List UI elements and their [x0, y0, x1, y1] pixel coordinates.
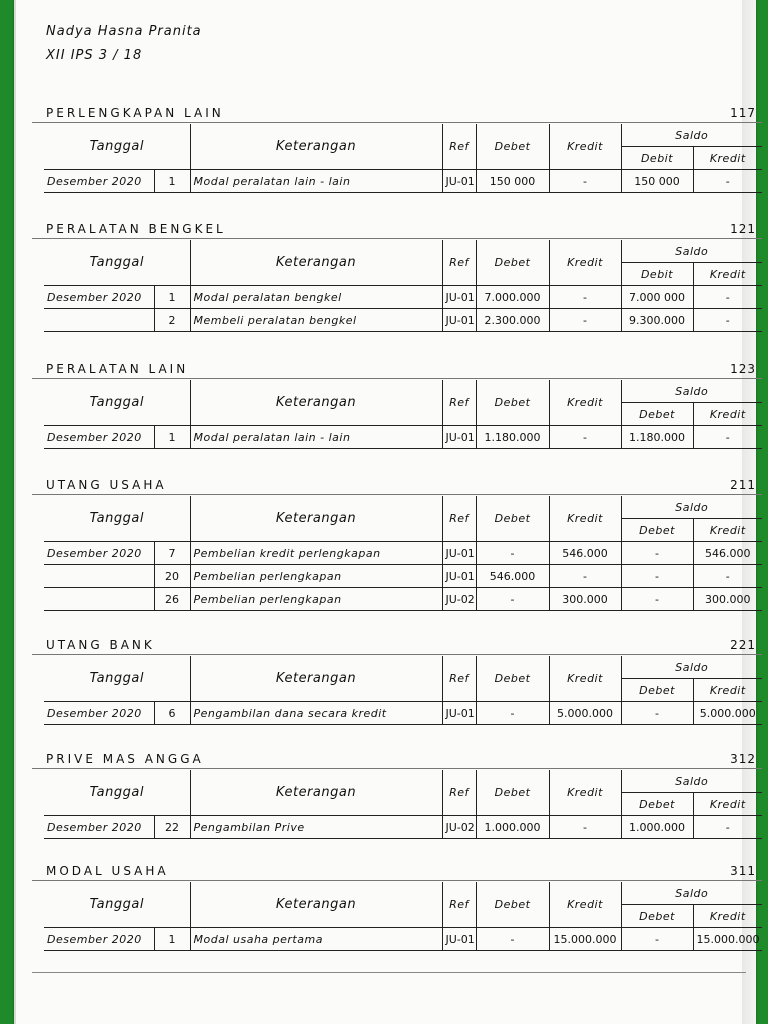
header-kredit: Kredit — [549, 496, 621, 542]
cell-ref: JU-01 — [442, 542, 476, 565]
cell-saldo-debet: 7.000 000 — [621, 286, 693, 309]
ledger-table — [44, 656, 762, 725]
cell-ref: JU-02 — [442, 588, 476, 611]
header-ref: Ref — [442, 882, 476, 928]
cell-month: Desember 2020 — [44, 170, 154, 193]
cell-saldo-debet: 9.300.000 — [621, 309, 693, 332]
ledger-header-row — [44, 240, 762, 263]
header-kredit: Kredit — [549, 240, 621, 286]
ledger-header-row — [44, 770, 762, 793]
header-keterangan: Keterangan — [190, 380, 442, 426]
ledger-table — [44, 496, 762, 611]
account-title: PERALATAN LAIN — [46, 362, 189, 376]
cell-saldo-kredit: 300.000 — [693, 588, 762, 611]
header-keterangan: Keterangan — [190, 882, 442, 928]
cell-day: 1 — [154, 170, 190, 193]
header-keterangan: Keterangan — [190, 240, 442, 286]
header-tanggal: Tanggal — [44, 656, 190, 702]
cell-saldo-debet: 1.180.000 — [621, 426, 693, 449]
cell-description: Modal peralatan lain - lain — [190, 426, 442, 449]
cell-ref: JU-01 — [442, 309, 476, 332]
ledger-header-row — [44, 124, 762, 147]
ledger-row — [44, 588, 762, 611]
header-tanggal: Tanggal — [44, 380, 190, 426]
cell-saldo-debet: - — [621, 702, 693, 725]
ledger-row — [44, 286, 762, 309]
cell-debet: - — [476, 702, 549, 725]
header-saldo: Saldo — [621, 882, 762, 905]
header-saldo-debet: Debet — [621, 403, 693, 426]
ledger-header-row — [44, 882, 762, 905]
account-number: 123 — [730, 362, 756, 376]
header-saldo-kredit: Kredit — [693, 403, 762, 426]
cell-kredit: - — [549, 309, 621, 332]
header-debet: Debet — [476, 656, 549, 702]
header-saldo: Saldo — [621, 124, 762, 147]
header-debet: Debet — [476, 124, 549, 170]
bottom-rule — [32, 972, 746, 973]
cell-kredit: - — [549, 816, 621, 839]
header-tanggal: Tanggal — [44, 882, 190, 928]
cell-day: 2 — [154, 309, 190, 332]
cell-description: Pengambilan Prive — [190, 816, 442, 839]
cell-month — [44, 565, 154, 588]
cell-description: Pembelian perlengkapan — [190, 588, 442, 611]
account-number: 312 — [730, 752, 756, 766]
header-saldo-kredit: Kredit — [693, 519, 762, 542]
account-number: 211 — [730, 478, 756, 492]
cell-kredit: - — [549, 426, 621, 449]
account-title: PRIVE MAS ANGGA — [46, 752, 204, 766]
cell-kredit: 5.000.000 — [549, 702, 621, 725]
header-saldo-kredit: Kredit — [693, 679, 762, 702]
ledger-row — [44, 816, 762, 839]
cell-saldo-debet: - — [621, 542, 693, 565]
header-saldo-debet: Debet — [621, 519, 693, 542]
ledger-header-row — [44, 656, 762, 679]
cell-month — [44, 309, 154, 332]
ledger-row — [44, 928, 762, 951]
ledger-page — [14, 0, 760, 1024]
cell-day: 1 — [154, 286, 190, 309]
section-rule — [32, 654, 762, 655]
account-number: 311 — [730, 864, 756, 878]
cell-debet: - — [476, 928, 549, 951]
section-rule — [32, 494, 762, 495]
cell-day: 26 — [154, 588, 190, 611]
cell-description: Membeli peralatan bengkel — [190, 309, 442, 332]
header-tanggal: Tanggal — [44, 496, 190, 542]
cell-debet: 1.180.000 — [476, 426, 549, 449]
header-kredit: Kredit — [549, 882, 621, 928]
header-ref: Ref — [442, 656, 476, 702]
student-class: XII IPS 3 / 18 — [46, 48, 143, 63]
cell-month — [44, 588, 154, 611]
ledger-row — [44, 542, 762, 565]
ledger-row — [44, 702, 762, 725]
header-saldo-debet: Debet — [621, 793, 693, 816]
account-title: MODAL USAHA — [46, 864, 169, 878]
cell-ref: JU-01 — [442, 702, 476, 725]
header-saldo-debet: Debit — [621, 263, 693, 286]
header-ref: Ref — [442, 770, 476, 816]
cell-day: 20 — [154, 565, 190, 588]
cell-month: Desember 2020 — [44, 286, 154, 309]
cell-month: Desember 2020 — [44, 542, 154, 565]
ledger-row — [44, 426, 762, 449]
cell-description: Modal usaha pertama — [190, 928, 442, 951]
cell-saldo-kredit: - — [693, 286, 762, 309]
cell-saldo-debet: 150 000 — [621, 170, 693, 193]
account-title: UTANG USAHA — [46, 478, 167, 492]
cell-saldo-kredit: - — [693, 565, 762, 588]
ledger-table — [44, 770, 762, 839]
ledger-header-row — [44, 380, 762, 403]
cell-debet: 2.300.000 — [476, 309, 549, 332]
header-kredit: Kredit — [549, 380, 621, 426]
cell-debet: - — [476, 542, 549, 565]
student-header — [46, 20, 202, 68]
cell-debet: 1.000.000 — [476, 816, 549, 839]
header-saldo: Saldo — [621, 496, 762, 519]
cell-saldo-debet: - — [621, 928, 693, 951]
ledger-table — [44, 882, 762, 951]
ledger-table — [44, 380, 762, 449]
student-name: Nadya Hasna Pranita — [46, 24, 202, 39]
cell-kredit: 15.000.000 — [549, 928, 621, 951]
cell-kredit: - — [549, 170, 621, 193]
cell-debet: 150 000 — [476, 170, 549, 193]
cell-day: 1 — [154, 426, 190, 449]
ledger-table — [44, 240, 762, 332]
cell-description: Modal peralatan lain - lain — [190, 170, 442, 193]
cell-month: Desember 2020 — [44, 928, 154, 951]
header-keterangan: Keterangan — [190, 770, 442, 816]
cell-month: Desember 2020 — [44, 702, 154, 725]
cell-description: Pembelian kredit perlengkapan — [190, 542, 442, 565]
cell-description: Modal peralatan bengkel — [190, 286, 442, 309]
cell-ref: JU-02 — [442, 816, 476, 839]
cell-kredit: 546.000 — [549, 542, 621, 565]
cell-kredit: - — [549, 565, 621, 588]
cell-ref: JU-01 — [442, 928, 476, 951]
cell-description: Pengambilan dana secara kredit — [190, 702, 442, 725]
header-debet: Debet — [476, 882, 549, 928]
cell-saldo-debet: - — [621, 588, 693, 611]
header-ref: Ref — [442, 124, 476, 170]
cell-saldo-kredit: 546.000 — [693, 542, 762, 565]
header-saldo-debet: Debet — [621, 905, 693, 928]
header-debet: Debet — [476, 770, 549, 816]
header-debet: Debet — [476, 240, 549, 286]
header-saldo-debet: Debet — [621, 679, 693, 702]
header-saldo-kredit: Kredit — [693, 147, 762, 170]
account-title: UTANG BANK — [46, 638, 155, 652]
header-debet: Debet — [476, 380, 549, 426]
cell-kredit: 300.000 — [549, 588, 621, 611]
header-debet: Debet — [476, 496, 549, 542]
cell-ref: JU-01 — [442, 286, 476, 309]
cell-day: 6 — [154, 702, 190, 725]
header-saldo-debet: Debit — [621, 147, 693, 170]
ledger-header-row — [44, 496, 762, 519]
cell-ref: JU-01 — [442, 170, 476, 193]
cell-day: 1 — [154, 928, 190, 951]
header-keterangan: Keterangan — [190, 656, 442, 702]
account-number: 121 — [730, 222, 756, 236]
cell-saldo-kredit: 5.000.000 — [693, 702, 762, 725]
header-keterangan: Keterangan — [190, 124, 442, 170]
cell-debet: 7.000.000 — [476, 286, 549, 309]
header-kredit: Kredit — [549, 124, 621, 170]
cell-saldo-kredit: - — [693, 170, 762, 193]
header-saldo: Saldo — [621, 770, 762, 793]
cell-saldo-debet: 1.000.000 — [621, 816, 693, 839]
header-ref: Ref — [442, 240, 476, 286]
account-number: 221 — [730, 638, 756, 652]
header-ref: Ref — [442, 380, 476, 426]
section-rule — [32, 238, 762, 239]
header-kredit: Kredit — [549, 770, 621, 816]
header-saldo: Saldo — [621, 656, 762, 679]
header-keterangan: Keterangan — [190, 496, 442, 542]
header-saldo-kredit: Kredit — [693, 263, 762, 286]
cell-saldo-kredit: - — [693, 426, 762, 449]
ledger-row — [44, 309, 762, 332]
section-rule — [32, 122, 762, 123]
cell-debet: 546.000 — [476, 565, 549, 588]
cell-month: Desember 2020 — [44, 816, 154, 839]
section-rule — [32, 880, 762, 881]
section-rule — [32, 378, 762, 379]
cell-saldo-kredit: - — [693, 816, 762, 839]
ledger-table — [44, 124, 762, 193]
header-saldo-kredit: Kredit — [693, 905, 762, 928]
ledger-row — [44, 170, 762, 193]
cell-kredit: - — [549, 286, 621, 309]
account-title: PERALATAN BENGKEL — [46, 222, 226, 236]
cell-saldo-kredit: 15.000.000 — [693, 928, 762, 951]
cell-debet: - — [476, 588, 549, 611]
cell-month: Desember 2020 — [44, 426, 154, 449]
ledger-row — [44, 565, 762, 588]
header-kredit: Kredit — [549, 656, 621, 702]
cell-description: Pembelian perlengkapan — [190, 565, 442, 588]
account-title: PERLENGKAPAN LAIN — [46, 106, 224, 120]
cell-day: 7 — [154, 542, 190, 565]
header-ref: Ref — [442, 496, 476, 542]
cell-saldo-kredit: - — [693, 309, 762, 332]
account-number: 117 — [730, 106, 756, 120]
cell-day: 22 — [154, 816, 190, 839]
header-tanggal: Tanggal — [44, 240, 190, 286]
header-saldo-kredit: Kredit — [693, 793, 762, 816]
cell-saldo-debet: - — [621, 565, 693, 588]
cell-ref: JU-01 — [442, 426, 476, 449]
header-saldo: Saldo — [621, 380, 762, 403]
section-rule — [32, 768, 762, 769]
header-tanggal: Tanggal — [44, 124, 190, 170]
header-tanggal: Tanggal — [44, 770, 190, 816]
header-saldo: Saldo — [621, 240, 762, 263]
cell-ref: JU-01 — [442, 565, 476, 588]
